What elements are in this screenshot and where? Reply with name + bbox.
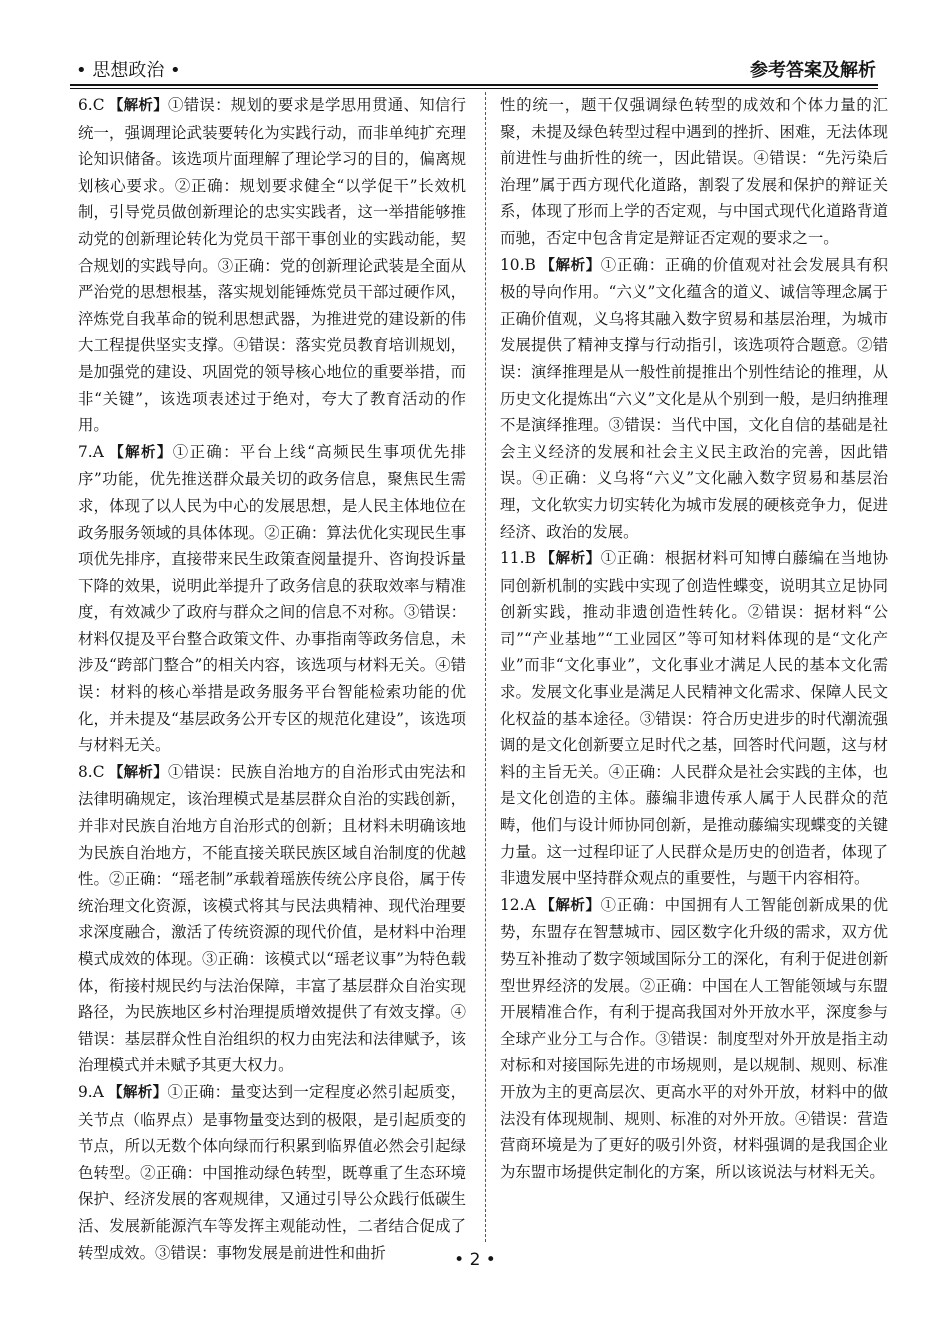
subject-label: • 思想政治 • xyxy=(76,60,181,81)
answer-item xyxy=(78,439,466,759)
analysis-tag: 【解析】 xyxy=(108,98,169,114)
item-answer: B xyxy=(524,549,536,568)
item-number: 6. xyxy=(78,96,93,114)
answer-item xyxy=(78,92,466,439)
answer-item xyxy=(500,252,888,546)
item-text: ①错误：民族自治地方的自治形式由宪法和法律明确规定，该治理模式是基层群众自治的实践创新，并非对民族自治地方自治形式的创新；且材料未明确该地为民族自治地方，不能直接关联民族区域自治制度的优越性。②正确：“瑶老制”承载着瑶族传统公序良俗，属于传统治理文化资源，该模式将其与民法典精神、现代治理要求深度融合，激活了传统资源的现代价值，是材料中治理模式成效的体现。③正确：该模式以“瑶老议事”为特色载体，衔接村规民约与法治保障，丰富了基层群众自治实现路径，为民族地区乡村治理提质增效提供了有效支撑。④错误：基层群众性自治组织的权力由宪法和法律赋予，该治理模式并未赋予其更大权力。 xyxy=(78,762,466,1075)
item-text: ①正确：量变达到一定程度必然引起质变，关节点（临界点）是事物量变达到的极限，是引起质变的节点，所以无数个体向绿而行积累到临界值必然会引起绿色转型。②正确：中国推动绿色转型，既尊重了生态环境保护、经济发展的客观规律，又通过引导公众践行低碳生活、发展新能源汽车等发挥主观能动性，二者结合促成了转型成效。③错误：事物发展是前进性和曲折 xyxy=(78,1082,466,1262)
item-answer: C xyxy=(92,96,105,114)
answer-item xyxy=(500,545,888,892)
page-number: • 2 • xyxy=(454,1250,496,1270)
page-header xyxy=(76,52,876,82)
answer-item-continued xyxy=(500,92,888,252)
item-answer: B xyxy=(524,255,536,274)
analysis-tag: 【解析】 xyxy=(108,764,169,781)
item-text: ①正确：中国拥有人工智能创新成果的优势，东盟存在智慧城市、园区数字化升级的需求，双方优势互补推动了数字领域国际分工的深化，有利于促进创新型世界经济的发展。②正确：中国在人工智能领域与东盟开展精准合作，有利于提高我国对外开放水平，深度参与全球产业分工与合作。③错误：制度型对外开放是指主动对标和对接国际先进的市场规则，是以规制、规则、标准开放为主的更高层次、更高水平的对外开放，材料中的做法没有体现规制、规则、标准的对外开放。④错误：营造营商环境是为了更好的吸引外资，材料强调的是我国企业为东盟市场提供定制化的方案，所以该说法与材料无关。 xyxy=(500,895,888,1181)
item-number: 10. xyxy=(500,255,525,274)
answer-item xyxy=(78,1079,466,1266)
analysis-tag: 【解析】 xyxy=(539,897,601,914)
header-rule-thick xyxy=(70,84,878,86)
answer-item xyxy=(78,759,466,1079)
left-column xyxy=(78,92,467,1262)
item-text: ①正确：正确的价值观对社会发展具有积极的导向作用。“六义”文化蕴含的道义、诚信等理念属于正确价值观，义乌将其融入数字贸易和基层治理，为城市发展提供了精神支撑与行动指引，该选项符合题意。②错误：演绎推理是从一般性前提推出个别性结论的推理，从历史文化提炼出“六义”文化是从个别到一般，是归纳推理不是演绎推理。③错误：当代中国，文化自信的基础是社会主义经济的发展和社会主义民主政治的完善，因此错误。④正确：义乌将“六义”文化融入数字贸易和基层治理，文化软实力切实转化为城市发展的硬核竞争力，促进经济、政治的发展。 xyxy=(500,255,888,541)
item-answer: A xyxy=(524,895,536,914)
item-answer: A xyxy=(92,442,104,461)
section-title: 参考答案及解析 xyxy=(750,60,876,81)
item-answer: A xyxy=(92,1082,104,1101)
item-number: 11. xyxy=(500,549,525,568)
right-column xyxy=(500,92,888,1242)
item-text: 性的统一，题干仅强调绿色转型的成效和个体力量的汇聚，未提及绿色转型过程中遇到的挫折、困难，无法体现前进性与曲折性的统一，因此错误。④错误：“先污染后治理”属于西方现代化道路，割裂了发展和保护的辩证关系，体现了形而上学的否定观，与中国式现代化道路背道而驰，否定中包含肯定是辩证否定观的要求之一。 xyxy=(500,96,888,247)
header-rule-thin xyxy=(70,88,878,89)
item-text: ①正确：根据材料可知博白藤编在当地协同创新机制的实践中实现了创造性蝶变，说明其立足协同创新实践，推动非遗创造性转化。②错误：据材料“公司”“产业基地”“工业园区”等可知材料体现的是“文化产业”而非“文化事业”，文化事业才满足人民的基本文化需求。发展文化事业是满足人民精神文化需求、保障人民文化权益的基本途径。③错误：符合历史进步的时代潮流强调的是文化创新要立足时代之基，回答时代问题，这与材料的主旨无关。④正确：人民群众是社会实践的主体，也是文化创造的主体。藤编非遗传承人属于人民群众的范畴，他们与设计师协同创新，是推动藤编实现蝶变的关键力量。这一过程印证了人民群众是历史的创造者，体现了非遗发展中坚持群众观点的重要性，与题干内容相符。 xyxy=(500,549,888,888)
item-text: ①正确：平台上线“高频民生事项优先排序”功能，优先推送群众最关切的政务信息，聚焦民生需求，体现了以人民为中心的发展思想，是人民主体地位在政务服务领域的具体体现。②正确：算法优化实现民生事项优先排序，直接带来民生政策查阅量提升、咨询投诉量下降的效果，说明此举提升了政务信息的获取效率与精准度，有效减少了政府与群众之间的信息不对称。③错误：材料仅提及平台整合政策文件、办事指南等政务信息，未涉及“跨部门整合”的相关内容，该选项与材料无关。④错误：材料的核心举措是政务服务平台智能检索功能的优化，并未提及“基层政务公开专区的规范化建设”，该选项与材料无关。 xyxy=(78,442,467,755)
item-text: ①错误：规划的要求是学思用贯通、知信行统一，强调理论武装要转化为实践行动，而非单纯扩充理论知识储备。该选项片面理解了理论学习的目的，偏离规划核心要求。②正确：规划要求健全“以学促干”长效机制，引导党员做创新理论的忠实实践者，这一举措能够推动党的创新理论转化为党员干部干事创业的实践动能，契合规划的实践导向。③正确：党的创新理论武装是全面从严治党的思想根基，落实规划能锤炼党员干部过硬作风，淬炼党自我革命的锐利思想武器，为推进党的建设新的伟大工程提供坚实支撑。④错误：落实党员教育培训规划，是加强党的建设、巩固党的领导核心地位的重要举措，而非“关键”，该选项表述过于绝对，夸大了教育活动的作用。 xyxy=(78,96,466,435)
item-number: 12. xyxy=(500,895,525,914)
item-number: 8. xyxy=(78,762,93,781)
item-number: 9. xyxy=(78,1082,93,1101)
column-divider xyxy=(485,92,486,1242)
item-answer: C xyxy=(92,762,105,781)
analysis-tag: 【解析】 xyxy=(107,1084,168,1101)
analysis-tag: 【解析】 xyxy=(107,444,173,461)
analysis-tag: 【解析】 xyxy=(539,551,601,568)
analysis-tag: 【解析】 xyxy=(539,257,601,274)
item-number: 7. xyxy=(78,442,93,461)
answer-item xyxy=(500,892,888,1186)
